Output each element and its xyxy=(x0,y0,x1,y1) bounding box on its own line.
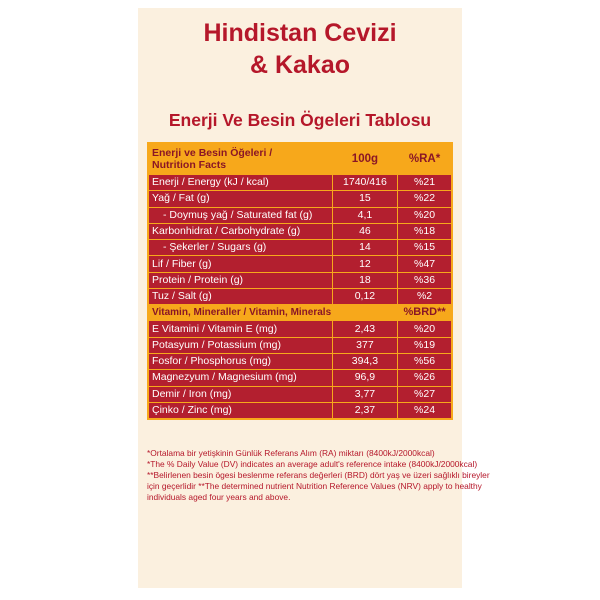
nutrient-label: Protein / Protein (g) xyxy=(148,272,332,288)
nutrient-value: 1740/416 xyxy=(332,175,397,191)
nutrient-percent: %2 xyxy=(398,289,452,305)
nutrient-value: 377 xyxy=(332,337,397,353)
header-nutrition-facts xyxy=(148,143,332,175)
nutrient-value: 2,43 xyxy=(332,321,397,337)
nutrient-value: 18 xyxy=(332,272,397,288)
footnote-line: için geçerlidir **The determined nutrient Nutrition Reference Values (NRV) apply to healthy xyxy=(147,481,482,491)
nutrient-value: 96,9 xyxy=(332,370,397,386)
table-row xyxy=(148,240,452,256)
footnotes xyxy=(147,448,490,503)
product-title-line1: Hindistan Cevizi xyxy=(203,19,397,47)
table-row xyxy=(148,402,452,419)
footnote-line: individuals aged four years and above. xyxy=(147,492,291,502)
table-row xyxy=(148,223,452,239)
nutrient-value: 394,3 xyxy=(332,353,397,369)
vitamins-minerals-section-row xyxy=(148,305,452,321)
header-ra: %RA* xyxy=(398,143,452,175)
nutrient-percent: %36 xyxy=(398,272,452,288)
footnote-line: **Belirlenen besin ögesi beslenme referans değerleri (BRD) dört yaş ve üzeri sağlıklı bireyler xyxy=(147,470,490,480)
table-heading: Enerji Ve Besin Ögeleri Tablosu xyxy=(168,110,432,130)
nutrient-value: 3,77 xyxy=(332,386,397,402)
nutrient-value: 46 xyxy=(332,223,397,239)
table-row xyxy=(148,337,452,353)
nutrient-value: 12 xyxy=(332,256,397,272)
nutrient-value: 4,1 xyxy=(332,207,397,223)
table-header-row xyxy=(148,143,452,175)
nutrient-percent: %19 xyxy=(398,337,452,353)
footnote-line: *The % Daily Value (DV) indicates an average adult's reference intake (8400kJ/2000kcal) xyxy=(147,459,478,469)
nutrition-panel xyxy=(138,8,490,588)
footnote-line: *Ortalama bir yetişkinin Günlük Referans Alım (RA) miktarı (8400kJ/2000kcal) xyxy=(147,448,435,458)
nutrient-percent: %20 xyxy=(398,207,452,223)
nutrient-percent: %15 xyxy=(398,240,452,256)
header-col1-line1: Enerji ve Besin Öğeleri / xyxy=(152,147,273,159)
nutrient-percent: %26 xyxy=(398,370,452,386)
table-row xyxy=(148,289,452,305)
nutrient-label: Fosfor / Phosphorus (mg) xyxy=(148,353,332,369)
nutrient-label: Demir / Iron (mg) xyxy=(148,386,332,402)
header-col1-line2: Nutrition Facts xyxy=(152,159,227,171)
nutrient-label: Tuz / Salt (g) xyxy=(148,289,332,305)
nutrient-label: E Vitamini / Vitamin E (mg) xyxy=(148,321,332,337)
nutrient-value: 15 xyxy=(332,191,397,207)
nutrient-value: 0,12 xyxy=(332,289,397,305)
nutrient-percent: %21 xyxy=(398,175,452,191)
nutrient-value: 14 xyxy=(332,240,397,256)
table-row xyxy=(148,353,452,369)
nutrient-label: Potasyum / Potassium (mg) xyxy=(148,337,332,353)
nutrient-label: Lif / Fiber (g) xyxy=(148,256,332,272)
nutrient-percent: %56 xyxy=(398,353,452,369)
nutrient-percent: %27 xyxy=(398,386,452,402)
nutrient-percent: %22 xyxy=(398,191,452,207)
nutrient-label: - Doymuş yağ / Saturated fat (g) xyxy=(148,207,332,223)
table-row xyxy=(148,272,452,288)
table-row xyxy=(148,321,452,337)
nutrient-label: - Şekerler / Sugars (g) xyxy=(148,240,332,256)
nutrient-label: Yağ / Fat (g) xyxy=(148,191,332,207)
nutrient-percent: %24 xyxy=(398,402,452,419)
section-brd: %BRD** xyxy=(398,305,452,321)
nutrient-label: Enerji / Energy (kJ / kcal) xyxy=(148,175,332,191)
product-title-line2: & Kakao xyxy=(249,51,351,79)
table-row xyxy=(148,191,452,207)
nutrient-value: 2,37 xyxy=(332,402,397,419)
nutrient-label: Magnezyum / Magnesium (mg) xyxy=(148,370,332,386)
table-row xyxy=(148,207,452,223)
table-row xyxy=(148,175,452,191)
nutrient-label: Çinko / Zinc (mg) xyxy=(148,402,332,419)
nutrition-table xyxy=(147,142,453,420)
nutrient-percent: %47 xyxy=(398,256,452,272)
nutrient-label: Karbonhidrat / Carbohydrate (g) xyxy=(148,223,332,239)
nutrient-percent: %18 xyxy=(398,223,452,239)
table-row xyxy=(148,386,452,402)
table-row xyxy=(148,256,452,272)
table-row xyxy=(148,370,452,386)
section-label: Vitamin, Mineraller / Vitamin, Minerals xyxy=(148,305,398,321)
nutrient-percent: %20 xyxy=(398,321,452,337)
header-100g: 100g xyxy=(332,143,397,175)
